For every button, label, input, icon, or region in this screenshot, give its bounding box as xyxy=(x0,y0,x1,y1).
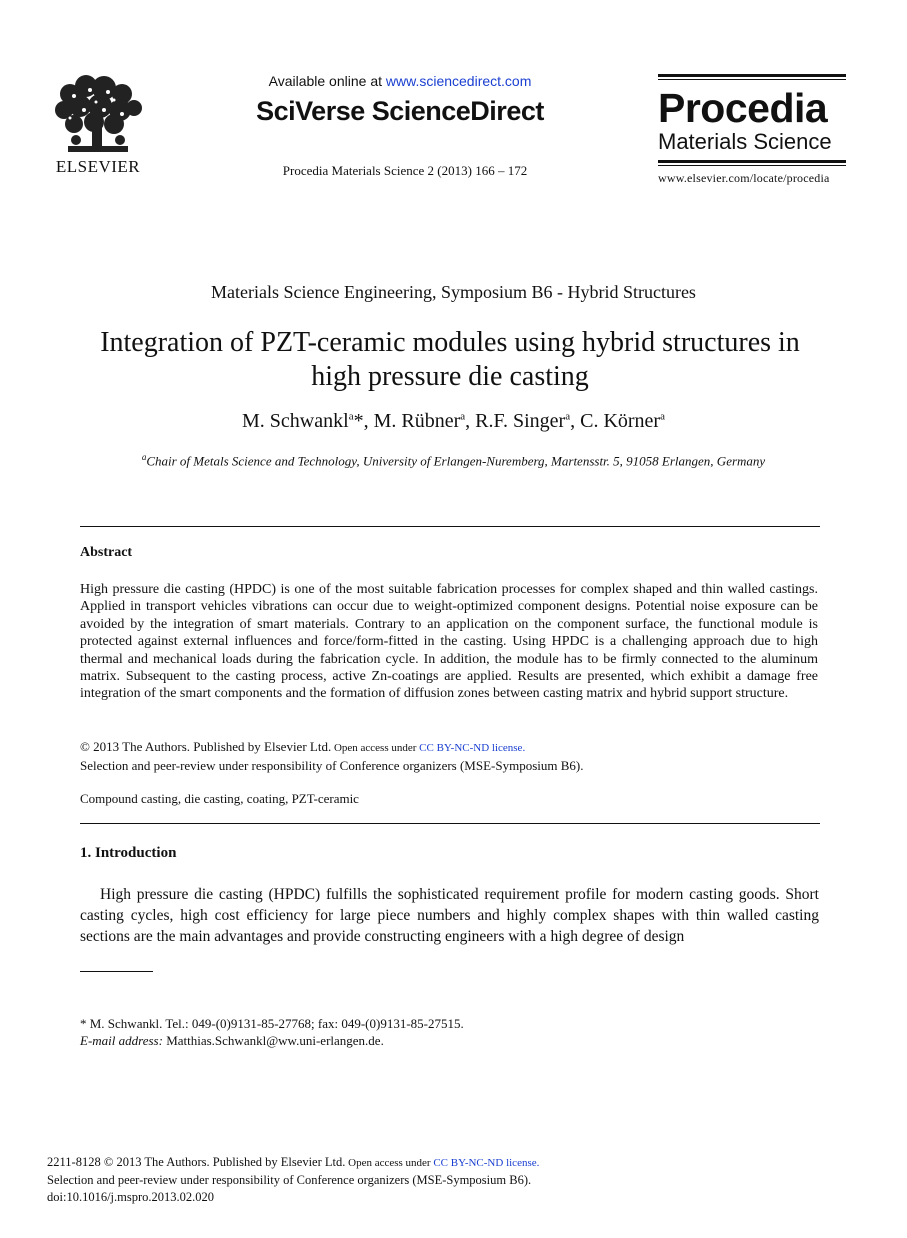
journal-url[interactable]: www.elsevier.com/locate/procedia xyxy=(658,171,830,185)
keywords: Compound casting, die casting, coating, PZT-ceramic xyxy=(80,791,359,806)
divider xyxy=(80,823,820,824)
author-affil: a xyxy=(348,410,354,423)
procedia-logo xyxy=(658,74,846,186)
logo-rule-bottom-thin xyxy=(658,165,846,166)
email-line xyxy=(80,1032,820,1049)
open-access-text: Open access under xyxy=(345,1157,434,1169)
sciverse-logo: SciVerse ScienceDirect xyxy=(256,96,544,126)
email-label: E-mail address: xyxy=(80,1033,163,1048)
sciencedirect-link[interactable]: www.sciencedirect.com xyxy=(385,73,532,89)
procedia-name: Procedia xyxy=(658,85,828,131)
author-name: M. Rübner xyxy=(373,410,461,432)
author-affil: a xyxy=(460,410,466,423)
affiliation xyxy=(0,452,907,469)
author-affil: a xyxy=(565,410,571,423)
article-title: Integration of PZT-ceramic modules using hybrid structures in high pressure die casting xyxy=(100,327,800,392)
affiliation-mark: a xyxy=(141,452,147,462)
logo-rule-top-thin xyxy=(658,79,846,80)
available-prefix: Available online at xyxy=(268,73,386,89)
author-name: M. Schwankl xyxy=(242,410,349,432)
section-heading: 1. Introduction xyxy=(80,845,177,861)
contact-line: * M. Schwankl. Tel.: 049-(0)9131-85-27768; fax: 049-(0)9131-85-27515. xyxy=(80,1016,464,1031)
intro-text: High pressure die casting (HPDC) fulfills the sophisticated requirement profile for modern casting goods. Short casting cycles, high cost efficiency for large piece numbers and highly complex shapes with thin walled casting sections are the main advantages and provide constructing engineers with a high degree of design xyxy=(80,886,819,945)
intro-paragraph xyxy=(80,884,819,947)
logo-rule-bottom xyxy=(658,160,846,163)
issn-text: 2211-8128 © 2013 The Authors. Published by Elsevier Ltd. xyxy=(47,1155,346,1169)
logo-rule-top xyxy=(658,74,846,77)
doi[interactable]: doi:10.1016/j.mspro.2013.02.020 xyxy=(47,1190,215,1204)
abstract-heading: Abstract xyxy=(80,545,133,560)
copyright-block xyxy=(80,738,820,775)
corresponding-mark: * xyxy=(353,410,364,432)
page-footer xyxy=(47,1154,807,1206)
open-access-text: Open access under xyxy=(331,742,420,754)
elsevier-wordmark: ELSEVIER xyxy=(55,157,141,176)
license-link[interactable]: CC BY-NC-ND license. xyxy=(419,742,526,754)
procedia-subtitle: Materials Science xyxy=(658,129,832,154)
copyright-line xyxy=(80,738,820,757)
author-affil: a xyxy=(660,410,665,423)
copyright-main: © 2013 The Authors. Published by Elsevier Ltd. xyxy=(80,739,332,754)
issn-line xyxy=(47,1154,807,1172)
symposium-line: Materials Science Engineering, Symposium B6 - Hybrid Structures xyxy=(211,282,696,302)
author-name: C. Körner xyxy=(580,410,661,432)
abstract-text: High pressure die casting (HPDC) is one of the most suitable fabrication processes for complex shaped and thin walled castings. Applied in transport vehicles vibrations can occur due to weight-optimized component designs. Potential noise exposure can be avoided by the integration of smart materials. Contrary to an application on the component surface, the functional module is protected against external influences and force/form-fitted in the casting. Using HPDC is a challenging approach due to high thermal and mechanical loads during the fabrication cycle. In addition, the module has to be firmly connected to the aluminum matrix. Subsequent to the casting process, active Zn-coatings are applied. Results are presented, which exhibit a damage free integration of the smart components and the formation of diffusion zones between casting matrix and hybrid support structure. xyxy=(80,582,818,702)
peer-review-line: Selection and peer-review under responsibility of Conference organizers (MSE-Symposium B6). xyxy=(47,1173,532,1187)
peer-review-line: Selection and peer-review under responsibility of Conference organizers (MSE-Symposium B6). xyxy=(80,758,584,773)
footnote xyxy=(80,1015,820,1049)
affiliation-text: Chair of Metals Science and Technology, University of Erlangen-Nuremberg, Martensstr. 5, 91058 Erlangen, Germany xyxy=(146,453,766,469)
available-online xyxy=(200,73,600,89)
author-list: M. Schwankl$^a$*, M. Rübner$^a$, R.F. Singer$^a$, C. Körner$^a$ xyxy=(242,410,665,432)
author-name: R.F. Singer xyxy=(475,410,566,432)
email-address[interactable]: Matthias.Schwankl@ww.uni-erlangen.de. xyxy=(162,1033,384,1048)
divider xyxy=(80,526,820,527)
license-link[interactable]: CC BY-NC-ND license. xyxy=(433,1157,540,1169)
journal-reference: Procedia Materials Science 2 (2013) 166 – 172 xyxy=(282,163,528,178)
footnote-rule xyxy=(80,971,153,972)
